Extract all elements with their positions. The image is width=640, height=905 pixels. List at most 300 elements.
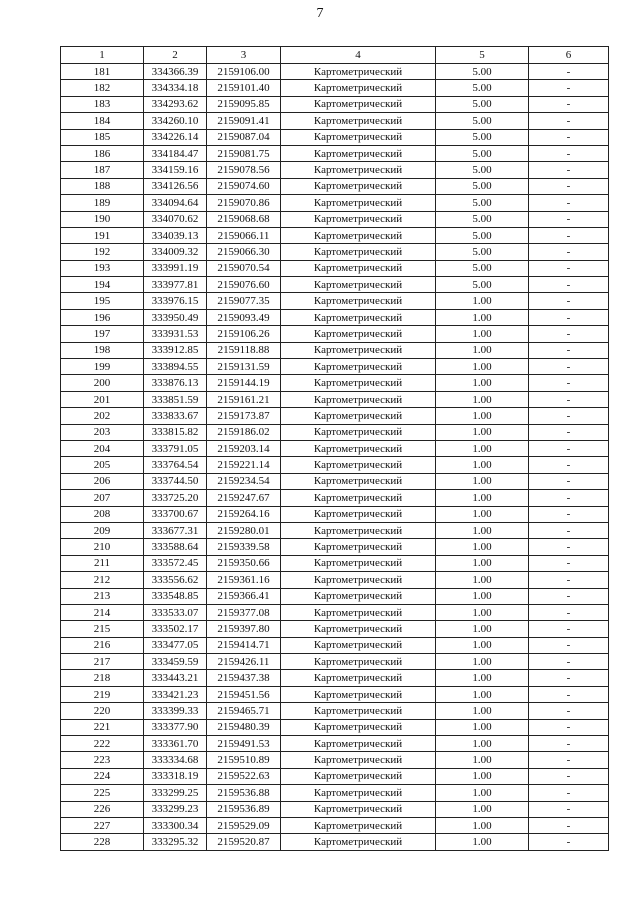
accuracy-cell: 5.00: [436, 64, 529, 80]
table-row: [61, 424, 609, 440]
accuracy-cell: 1.00: [436, 539, 529, 555]
point-number-cell: 208: [61, 506, 144, 522]
point-number-cell: 198: [61, 342, 144, 358]
accuracy-cell: 1.00: [436, 752, 529, 768]
note-cell: -: [529, 391, 609, 407]
note-cell: -: [529, 752, 609, 768]
x-coordinate-cell: 333572.45: [144, 555, 207, 571]
point-number-cell: 224: [61, 768, 144, 784]
method-cell: Картометрический: [281, 129, 436, 145]
table-row: [61, 211, 609, 227]
method-cell: Картометрический: [281, 244, 436, 260]
table-row: [61, 834, 609, 850]
x-coordinate-cell: 334094.64: [144, 195, 207, 211]
x-coordinate-cell: 333295.32: [144, 834, 207, 850]
table-row: [61, 752, 609, 768]
method-cell: Картометрический: [281, 293, 436, 309]
point-number-cell: 192: [61, 244, 144, 260]
note-cell: -: [529, 719, 609, 735]
note-cell: -: [529, 621, 609, 637]
accuracy-cell: 5.00: [436, 211, 529, 227]
accuracy-cell: 5.00: [436, 145, 529, 161]
point-number-cell: 212: [61, 572, 144, 588]
point-number-cell: 216: [61, 637, 144, 653]
point-number-cell: 196: [61, 309, 144, 325]
method-cell: Картометрический: [281, 457, 436, 473]
point-number-cell: 222: [61, 736, 144, 752]
x-coordinate-cell: 333548.85: [144, 588, 207, 604]
point-number-cell: 181: [61, 64, 144, 80]
y-coordinate-cell: 2159397.80: [207, 621, 281, 637]
note-cell: -: [529, 424, 609, 440]
note-cell: -: [529, 473, 609, 489]
point-number-cell: 197: [61, 326, 144, 342]
method-cell: Картометрический: [281, 654, 436, 670]
accuracy-cell: 5.00: [436, 80, 529, 96]
point-number-cell: 223: [61, 752, 144, 768]
x-coordinate-cell: 333677.31: [144, 522, 207, 538]
x-coordinate-cell: 334334.18: [144, 80, 207, 96]
accuracy-cell: 1.00: [436, 768, 529, 784]
table-header-row: [61, 47, 609, 64]
method-cell: Картометрический: [281, 440, 436, 456]
point-number-cell: 187: [61, 162, 144, 178]
accuracy-cell: 1.00: [436, 817, 529, 833]
point-number-cell: 184: [61, 113, 144, 129]
method-cell: Картометрический: [281, 80, 436, 96]
note-cell: -: [529, 80, 609, 96]
method-cell: Картометрический: [281, 572, 436, 588]
note-cell: -: [529, 670, 609, 686]
note-cell: -: [529, 375, 609, 391]
x-coordinate-cell: 333533.07: [144, 604, 207, 620]
x-coordinate-cell: 333421.23: [144, 686, 207, 702]
table-row: [61, 539, 609, 555]
point-number-cell: 207: [61, 490, 144, 506]
accuracy-cell: 1.00: [436, 604, 529, 620]
header-cell: 1: [61, 47, 144, 64]
accuracy-cell: 5.00: [436, 277, 529, 293]
y-coordinate-cell: 2159173.87: [207, 408, 281, 424]
table-row: [61, 457, 609, 473]
y-coordinate-cell: 2159221.14: [207, 457, 281, 473]
point-number-cell: 202: [61, 408, 144, 424]
x-coordinate-cell: 333502.17: [144, 621, 207, 637]
y-coordinate-cell: 2159070.54: [207, 260, 281, 276]
x-coordinate-cell: 333950.49: [144, 309, 207, 325]
y-coordinate-cell: 2159106.26: [207, 326, 281, 342]
y-coordinate-cell: 2159106.00: [207, 64, 281, 80]
x-coordinate-cell: 333443.21: [144, 670, 207, 686]
method-cell: Картометрический: [281, 424, 436, 440]
x-coordinate-cell: 334070.62: [144, 211, 207, 227]
table-row: [61, 277, 609, 293]
method-cell: Картометрический: [281, 145, 436, 161]
table-row: [61, 391, 609, 407]
y-coordinate-cell: 2159437.38: [207, 670, 281, 686]
y-coordinate-cell: 2159074.60: [207, 178, 281, 194]
table-row: [61, 572, 609, 588]
y-coordinate-cell: 2159529.09: [207, 817, 281, 833]
note-cell: -: [529, 637, 609, 653]
x-coordinate-cell: 333299.23: [144, 801, 207, 817]
table-row: [61, 260, 609, 276]
table-row: [61, 686, 609, 702]
method-cell: Картометрический: [281, 326, 436, 342]
note-cell: -: [529, 195, 609, 211]
table-row: [61, 817, 609, 833]
method-cell: Картометрический: [281, 342, 436, 358]
note-cell: -: [529, 522, 609, 538]
y-coordinate-cell: 2159144.19: [207, 375, 281, 391]
y-coordinate-cell: 2159465.71: [207, 703, 281, 719]
table-row: [61, 96, 609, 112]
x-coordinate-cell: 333931.53: [144, 326, 207, 342]
point-number-cell: 189: [61, 195, 144, 211]
point-number-cell: 199: [61, 359, 144, 375]
note-cell: -: [529, 785, 609, 801]
accuracy-cell: 1.00: [436, 359, 529, 375]
table-row: [61, 801, 609, 817]
y-coordinate-cell: 2159361.16: [207, 572, 281, 588]
y-coordinate-cell: 2159414.71: [207, 637, 281, 653]
x-coordinate-cell: 333744.50: [144, 473, 207, 489]
table-row: [61, 113, 609, 129]
table-row: [61, 768, 609, 784]
point-number-cell: 186: [61, 145, 144, 161]
note-cell: -: [529, 113, 609, 129]
accuracy-cell: 1.00: [436, 326, 529, 342]
table-row: [61, 145, 609, 161]
accuracy-cell: 1.00: [436, 342, 529, 358]
x-coordinate-cell: 333377.90: [144, 719, 207, 735]
method-cell: Картометрический: [281, 686, 436, 702]
x-coordinate-cell: 334009.32: [144, 244, 207, 260]
y-coordinate-cell: 2159520.87: [207, 834, 281, 850]
header-cell: 2: [144, 47, 207, 64]
x-coordinate-cell: 333876.13: [144, 375, 207, 391]
table-row: [61, 555, 609, 571]
point-number-cell: 226: [61, 801, 144, 817]
accuracy-cell: 1.00: [436, 785, 529, 801]
table-row: [61, 473, 609, 489]
accuracy-cell: 1.00: [436, 834, 529, 850]
method-cell: Картометрический: [281, 391, 436, 407]
accuracy-cell: 1.00: [436, 309, 529, 325]
table-row: [61, 129, 609, 145]
accuracy-cell: 1.00: [436, 703, 529, 719]
point-number-cell: 195: [61, 293, 144, 309]
x-coordinate-cell: 333477.05: [144, 637, 207, 653]
table-row: [61, 621, 609, 637]
point-number-cell: 219: [61, 686, 144, 702]
y-coordinate-cell: 2159377.08: [207, 604, 281, 620]
table-row: [61, 719, 609, 735]
method-cell: Картометрический: [281, 637, 436, 653]
table-row: [61, 244, 609, 260]
table-row: [61, 162, 609, 178]
table-row: [61, 654, 609, 670]
accuracy-cell: 5.00: [436, 244, 529, 260]
y-coordinate-cell: 2159426.11: [207, 654, 281, 670]
method-cell: Картометрический: [281, 539, 436, 555]
note-cell: -: [529, 457, 609, 473]
point-number-cell: 209: [61, 522, 144, 538]
point-number-cell: 211: [61, 555, 144, 571]
method-cell: Картометрический: [281, 227, 436, 243]
note-cell: -: [529, 440, 609, 456]
y-coordinate-cell: 2159118.88: [207, 342, 281, 358]
note-cell: -: [529, 227, 609, 243]
accuracy-cell: 1.00: [436, 621, 529, 637]
x-coordinate-cell: 333912.85: [144, 342, 207, 358]
method-cell: Картометрический: [281, 490, 436, 506]
y-coordinate-cell: 2159522.63: [207, 768, 281, 784]
point-number-cell: 182: [61, 80, 144, 96]
accuracy-cell: 1.00: [436, 522, 529, 538]
table-row: [61, 604, 609, 620]
table-row: [61, 178, 609, 194]
method-cell: Картометрический: [281, 408, 436, 424]
point-number-cell: 210: [61, 539, 144, 555]
x-coordinate-cell: 333977.81: [144, 277, 207, 293]
y-coordinate-cell: 2159087.04: [207, 129, 281, 145]
note-cell: -: [529, 260, 609, 276]
method-cell: Картометрический: [281, 309, 436, 325]
point-number-cell: 221: [61, 719, 144, 735]
y-coordinate-cell: 2159247.67: [207, 490, 281, 506]
y-coordinate-cell: 2159081.75: [207, 145, 281, 161]
table-row: [61, 785, 609, 801]
x-coordinate-cell: 333334.68: [144, 752, 207, 768]
x-coordinate-cell: 334293.62: [144, 96, 207, 112]
method-cell: Картометрический: [281, 195, 436, 211]
y-coordinate-cell: 2159480.39: [207, 719, 281, 735]
table-row: [61, 490, 609, 506]
y-coordinate-cell: 2159536.88: [207, 785, 281, 801]
x-coordinate-cell: 334039.13: [144, 227, 207, 243]
note-cell: -: [529, 654, 609, 670]
point-number-cell: 190: [61, 211, 144, 227]
x-coordinate-cell: 333700.67: [144, 506, 207, 522]
point-number-cell: 194: [61, 277, 144, 293]
x-coordinate-cell: 333299.25: [144, 785, 207, 801]
method-cell: Картометрический: [281, 522, 436, 538]
table-row: [61, 440, 609, 456]
method-cell: Картометрический: [281, 211, 436, 227]
x-coordinate-cell: 333976.15: [144, 293, 207, 309]
accuracy-cell: 1.00: [436, 457, 529, 473]
method-cell: Картометрический: [281, 260, 436, 276]
y-coordinate-cell: 2159091.41: [207, 113, 281, 129]
method-cell: Картометрический: [281, 375, 436, 391]
x-coordinate-cell: 334159.16: [144, 162, 207, 178]
note-cell: -: [529, 277, 609, 293]
header-cell: 5: [436, 47, 529, 64]
header-cell: 3: [207, 47, 281, 64]
x-coordinate-cell: 333815.82: [144, 424, 207, 440]
x-coordinate-cell: 333399.33: [144, 703, 207, 719]
y-coordinate-cell: 2159366.41: [207, 588, 281, 604]
method-cell: Картометрический: [281, 752, 436, 768]
y-coordinate-cell: 2159070.86: [207, 195, 281, 211]
y-coordinate-cell: 2159491.53: [207, 736, 281, 752]
accuracy-cell: 1.00: [436, 473, 529, 489]
accuracy-cell: 1.00: [436, 490, 529, 506]
note-cell: -: [529, 604, 609, 620]
method-cell: Картометрический: [281, 817, 436, 833]
y-coordinate-cell: 2159264.16: [207, 506, 281, 522]
table-row: [61, 326, 609, 342]
method-cell: Картометрический: [281, 834, 436, 850]
accuracy-cell: 1.00: [436, 719, 529, 735]
note-cell: -: [529, 326, 609, 342]
y-coordinate-cell: 2159234.54: [207, 473, 281, 489]
y-coordinate-cell: 2159066.30: [207, 244, 281, 260]
table-row: [61, 293, 609, 309]
point-number-cell: 218: [61, 670, 144, 686]
y-coordinate-cell: 2159093.49: [207, 309, 281, 325]
point-number-cell: 204: [61, 440, 144, 456]
x-coordinate-cell: 333588.64: [144, 539, 207, 555]
accuracy-cell: 1.00: [436, 670, 529, 686]
point-number-cell: 215: [61, 621, 144, 637]
point-number-cell: 203: [61, 424, 144, 440]
method-cell: Картометрический: [281, 719, 436, 735]
page-number: 7: [316, 6, 324, 21]
point-number-cell: 188: [61, 178, 144, 194]
table-row: [61, 506, 609, 522]
note-cell: -: [529, 211, 609, 227]
note-cell: -: [529, 817, 609, 833]
point-number-cell: 206: [61, 473, 144, 489]
point-number-cell: 214: [61, 604, 144, 620]
coordinates-table: [60, 46, 609, 851]
accuracy-cell: 5.00: [436, 260, 529, 276]
accuracy-cell: 1.00: [436, 440, 529, 456]
accuracy-cell: 5.00: [436, 162, 529, 178]
point-number-cell: 200: [61, 375, 144, 391]
y-coordinate-cell: 2159095.85: [207, 96, 281, 112]
point-number-cell: 183: [61, 96, 144, 112]
note-cell: -: [529, 178, 609, 194]
note-cell: -: [529, 539, 609, 555]
method-cell: Картометрический: [281, 621, 436, 637]
note-cell: -: [529, 834, 609, 850]
method-cell: Картометрический: [281, 96, 436, 112]
x-coordinate-cell: 334366.39: [144, 64, 207, 80]
x-coordinate-cell: 333791.05: [144, 440, 207, 456]
note-cell: -: [529, 359, 609, 375]
note-cell: -: [529, 408, 609, 424]
note-cell: -: [529, 555, 609, 571]
x-coordinate-cell: 334260.10: [144, 113, 207, 129]
accuracy-cell: 1.00: [436, 654, 529, 670]
method-cell: Картометрический: [281, 604, 436, 620]
method-cell: Картометрический: [281, 785, 436, 801]
note-cell: -: [529, 686, 609, 702]
y-coordinate-cell: 2159077.35: [207, 293, 281, 309]
y-coordinate-cell: 2159451.56: [207, 686, 281, 702]
method-cell: Картометрический: [281, 801, 436, 817]
note-cell: -: [529, 309, 609, 325]
x-coordinate-cell: 333556.62: [144, 572, 207, 588]
note-cell: -: [529, 572, 609, 588]
note-cell: -: [529, 342, 609, 358]
y-coordinate-cell: 2159339.58: [207, 539, 281, 555]
accuracy-cell: 5.00: [436, 227, 529, 243]
x-coordinate-cell: 333833.67: [144, 408, 207, 424]
method-cell: Картометрический: [281, 64, 436, 80]
method-cell: Картометрический: [281, 473, 436, 489]
note-cell: -: [529, 768, 609, 784]
y-coordinate-cell: 2159076.60: [207, 277, 281, 293]
point-number-cell: 191: [61, 227, 144, 243]
table-row: [61, 637, 609, 653]
table-row: [61, 408, 609, 424]
x-coordinate-cell: 333894.55: [144, 359, 207, 375]
method-cell: Картометрический: [281, 506, 436, 522]
method-cell: Картометрический: [281, 359, 436, 375]
y-coordinate-cell: 2159280.01: [207, 522, 281, 538]
note-cell: -: [529, 145, 609, 161]
method-cell: Картометрический: [281, 113, 436, 129]
y-coordinate-cell: 2159131.59: [207, 359, 281, 375]
point-number-cell: 185: [61, 129, 144, 145]
note-cell: -: [529, 490, 609, 506]
accuracy-cell: 1.00: [436, 588, 529, 604]
note-cell: -: [529, 506, 609, 522]
accuracy-cell: 1.00: [436, 637, 529, 653]
point-number-cell: 201: [61, 391, 144, 407]
point-number-cell: 193: [61, 260, 144, 276]
accuracy-cell: 5.00: [436, 129, 529, 145]
table-row: [61, 670, 609, 686]
accuracy-cell: 5.00: [436, 178, 529, 194]
method-cell: Картометрический: [281, 162, 436, 178]
method-cell: Картометрический: [281, 178, 436, 194]
accuracy-cell: 1.00: [436, 293, 529, 309]
accuracy-cell: 5.00: [436, 113, 529, 129]
table-row: [61, 342, 609, 358]
note-cell: -: [529, 129, 609, 145]
point-number-cell: 205: [61, 457, 144, 473]
y-coordinate-cell: 2159101.40: [207, 80, 281, 96]
note-cell: -: [529, 588, 609, 604]
method-cell: Картометрический: [281, 768, 436, 784]
table-row: [61, 195, 609, 211]
accuracy-cell: 1.00: [436, 506, 529, 522]
method-cell: Картометрический: [281, 703, 436, 719]
note-cell: -: [529, 64, 609, 80]
point-number-cell: 227: [61, 817, 144, 833]
x-coordinate-cell: 333851.59: [144, 391, 207, 407]
y-coordinate-cell: 2159186.02: [207, 424, 281, 440]
note-cell: -: [529, 293, 609, 309]
table-row: [61, 359, 609, 375]
note-cell: -: [529, 801, 609, 817]
y-coordinate-cell: 2159203.14: [207, 440, 281, 456]
accuracy-cell: 5.00: [436, 96, 529, 112]
y-coordinate-cell: 2159078.56: [207, 162, 281, 178]
x-coordinate-cell: 333725.20: [144, 490, 207, 506]
note-cell: -: [529, 162, 609, 178]
table-row: [61, 309, 609, 325]
x-coordinate-cell: 333459.59: [144, 654, 207, 670]
note-cell: -: [529, 736, 609, 752]
point-number-cell: 217: [61, 654, 144, 670]
header-cell: 4: [281, 47, 436, 64]
